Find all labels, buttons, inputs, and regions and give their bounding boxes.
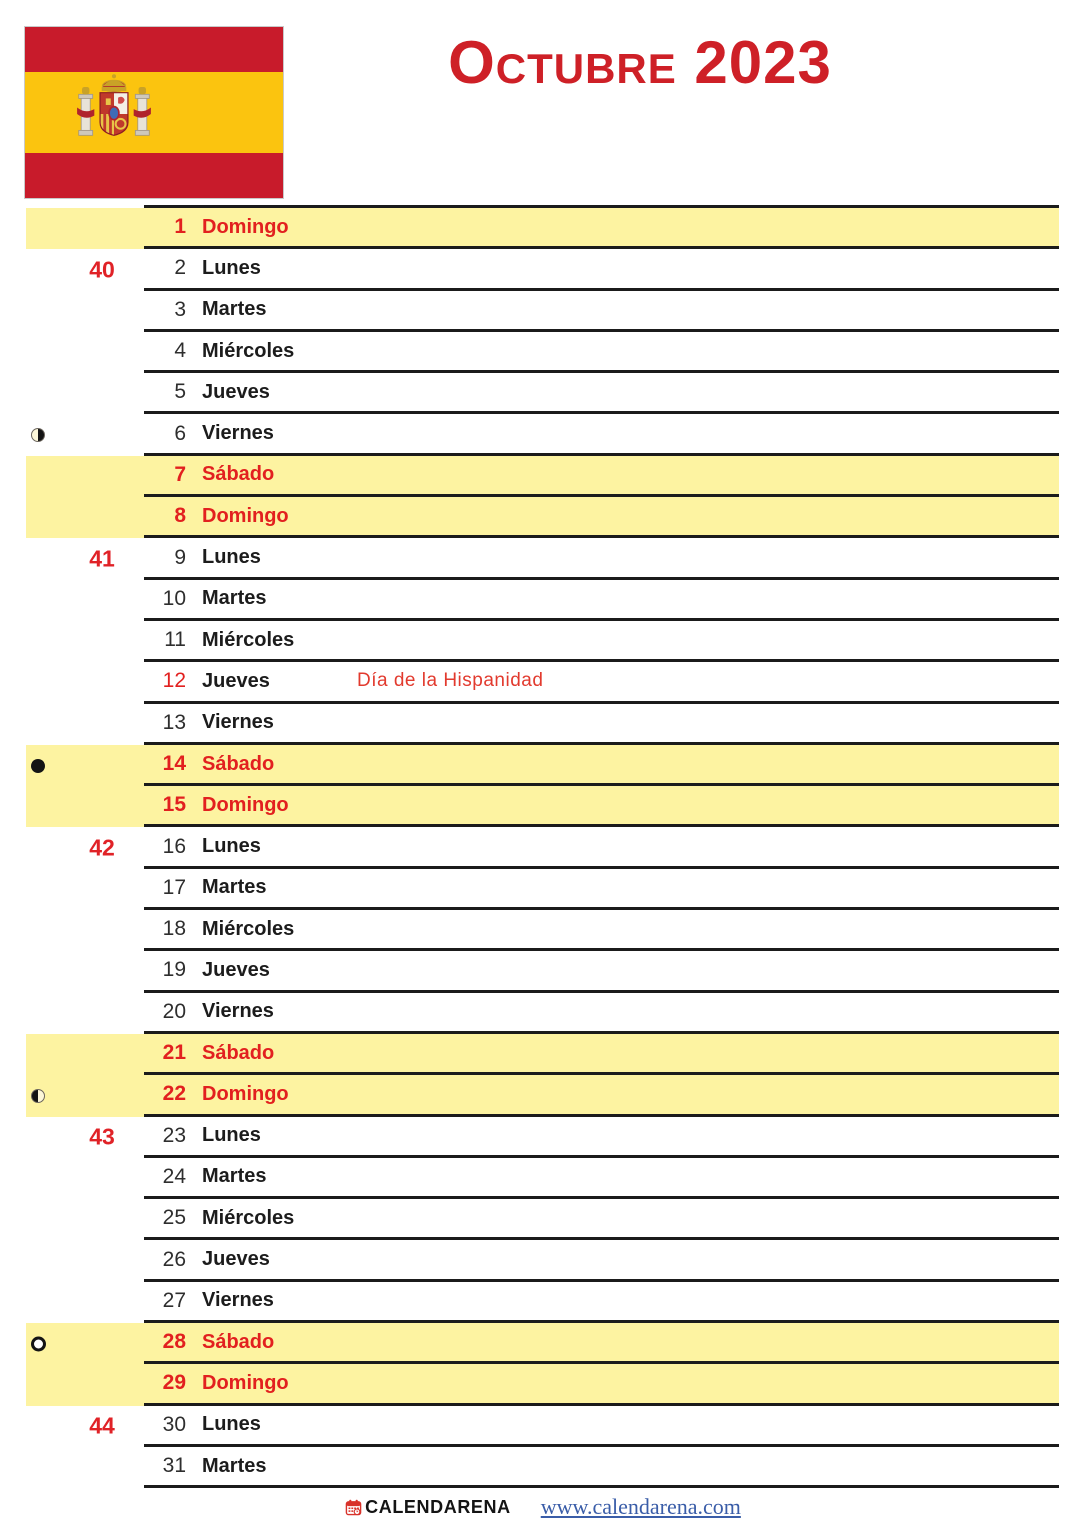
day-number: 12 bbox=[162, 669, 186, 693]
day-row-content bbox=[144, 538, 1059, 579]
calendar-row bbox=[0, 1282, 1086, 1323]
calendar-row bbox=[0, 208, 1086, 249]
calendar-row bbox=[0, 332, 1086, 373]
calendar-icon bbox=[345, 1499, 362, 1516]
first-quarter-moon-icon bbox=[31, 1089, 45, 1103]
day-number: 9 bbox=[174, 545, 186, 569]
day-row-content bbox=[144, 249, 1059, 290]
calendar-row bbox=[0, 1075, 1086, 1116]
day-name: Sábado bbox=[202, 752, 275, 775]
last-quarter-moon-icon bbox=[31, 428, 45, 442]
day-row-content bbox=[144, 1117, 1059, 1158]
calendar-row bbox=[0, 1034, 1086, 1075]
spain-flag bbox=[25, 27, 283, 198]
day-number: 21 bbox=[162, 1041, 186, 1065]
day-number: 8 bbox=[174, 504, 186, 528]
day-number: 17 bbox=[162, 875, 186, 899]
day-row-content bbox=[144, 1075, 1059, 1116]
calendar-row bbox=[0, 1323, 1086, 1364]
calendar-row bbox=[0, 497, 1086, 538]
day-row-content bbox=[144, 993, 1059, 1034]
day-number: 28 bbox=[162, 1330, 186, 1354]
day-name: Martes bbox=[202, 876, 267, 899]
calendar-row bbox=[0, 1158, 1086, 1199]
day-number: 30 bbox=[162, 1412, 186, 1436]
calendar-row bbox=[0, 662, 1086, 703]
day-name: Viernes bbox=[202, 422, 274, 445]
day-name: Domingo bbox=[202, 215, 289, 238]
calendar bbox=[0, 208, 1086, 1488]
day-number: 29 bbox=[162, 1371, 186, 1395]
spain-coat-of-arms-icon bbox=[73, 72, 155, 156]
calendar-row bbox=[0, 1199, 1086, 1240]
day-row-content bbox=[144, 1323, 1059, 1364]
day-row-content bbox=[144, 332, 1059, 373]
day-number: 3 bbox=[174, 297, 186, 321]
day-number: 25 bbox=[162, 1206, 186, 1230]
calendar-row bbox=[0, 1117, 1086, 1158]
day-name: Martes bbox=[202, 587, 267, 610]
day-number: 19 bbox=[162, 958, 186, 982]
day-name: Viernes bbox=[202, 1000, 274, 1023]
day-row-content bbox=[144, 869, 1059, 910]
day-name: Miércoles bbox=[202, 1206, 295, 1229]
day-name: Lunes bbox=[202, 256, 261, 279]
day-row-content bbox=[144, 786, 1059, 827]
day-number: 20 bbox=[162, 999, 186, 1023]
week-number: 44 bbox=[89, 1412, 115, 1439]
footer bbox=[0, 1492, 1086, 1522]
calendar-row bbox=[0, 621, 1086, 662]
day-name: Domingo bbox=[202, 1082, 289, 1105]
week-number: 40 bbox=[89, 256, 115, 283]
month-title: Octubre 2023 bbox=[448, 29, 832, 96]
day-name: Lunes bbox=[202, 1124, 261, 1147]
day-name: Sábado bbox=[202, 463, 275, 486]
day-row-content bbox=[144, 1282, 1059, 1323]
day-row-content bbox=[144, 1447, 1059, 1488]
day-row-content bbox=[144, 291, 1059, 332]
calendar-row bbox=[0, 869, 1086, 910]
day-name: Martes bbox=[202, 298, 267, 321]
day-row-content bbox=[144, 704, 1059, 745]
calendarena-brand bbox=[345, 1497, 511, 1518]
day-row-content bbox=[144, 662, 1059, 703]
holiday-label: Día de la Hispanidad bbox=[357, 670, 544, 692]
brand-name: CALENDARENA bbox=[365, 1496, 511, 1517]
day-name: Domingo bbox=[202, 793, 289, 816]
day-number: 14 bbox=[162, 752, 186, 775]
day-name: Martes bbox=[202, 1165, 267, 1188]
day-number: 31 bbox=[162, 1454, 186, 1478]
day-number: 11 bbox=[164, 628, 186, 652]
day-row-content bbox=[144, 1034, 1059, 1075]
calendar-row bbox=[0, 373, 1086, 414]
day-number: 13 bbox=[162, 710, 186, 734]
day-number: 16 bbox=[162, 834, 186, 858]
day-name: Lunes bbox=[202, 1413, 261, 1436]
day-name: Domingo bbox=[202, 1371, 289, 1394]
day-number: 23 bbox=[162, 1123, 186, 1147]
day-name: Jueves bbox=[202, 958, 270, 981]
calendar-row bbox=[0, 580, 1086, 621]
day-row-content bbox=[144, 497, 1059, 538]
day-row-content bbox=[144, 456, 1059, 497]
website-link[interactable]: www.calendarena.com bbox=[540, 1494, 741, 1519]
day-name: Domingo bbox=[202, 504, 289, 527]
calendar-row bbox=[0, 414, 1086, 455]
calendar-row bbox=[0, 993, 1086, 1034]
day-row-content bbox=[144, 745, 1059, 786]
calendar-row bbox=[0, 704, 1086, 745]
day-number: 4 bbox=[174, 339, 186, 363]
new-moon-moon-icon bbox=[31, 759, 45, 773]
full-moon-moon-icon bbox=[31, 1336, 46, 1351]
day-name: Jueves bbox=[202, 380, 270, 403]
day-row-content bbox=[144, 1240, 1059, 1281]
day-name: Miércoles bbox=[202, 339, 295, 362]
day-number: 18 bbox=[162, 917, 186, 941]
day-number: 6 bbox=[174, 421, 186, 445]
day-number: 5 bbox=[174, 380, 186, 404]
day-row-content bbox=[144, 1158, 1059, 1199]
day-row-content bbox=[144, 827, 1059, 868]
day-number: 15 bbox=[162, 793, 186, 817]
day-number: 2 bbox=[174, 256, 186, 280]
day-row-content bbox=[144, 1199, 1059, 1240]
flag-stripe-red-bottom bbox=[25, 153, 283, 198]
calendar-row bbox=[0, 249, 1086, 290]
calendar-row bbox=[0, 291, 1086, 332]
calendar-row bbox=[0, 786, 1086, 827]
day-name: Jueves bbox=[202, 669, 270, 692]
day-number: 26 bbox=[162, 1247, 186, 1271]
day-number: 24 bbox=[162, 1164, 186, 1188]
day-row-content bbox=[144, 373, 1059, 414]
calendar-row bbox=[0, 1364, 1086, 1405]
calendar-row bbox=[0, 827, 1086, 868]
day-row-content bbox=[144, 621, 1059, 662]
calendar-row bbox=[0, 1406, 1086, 1447]
day-number: 1 bbox=[174, 215, 186, 239]
calendar-row bbox=[0, 951, 1086, 992]
day-number: 10 bbox=[162, 586, 186, 610]
calendar-row bbox=[0, 910, 1086, 951]
day-row-content bbox=[144, 414, 1059, 455]
week-number: 43 bbox=[89, 1123, 115, 1150]
day-number: 27 bbox=[162, 1288, 186, 1312]
day-row-content bbox=[144, 1406, 1059, 1447]
day-name: Lunes bbox=[202, 835, 261, 858]
day-name: Lunes bbox=[202, 546, 261, 569]
calendar-row bbox=[0, 745, 1086, 786]
day-name: Sábado bbox=[202, 1041, 275, 1064]
day-row-content bbox=[144, 910, 1059, 951]
day-row-content bbox=[144, 580, 1059, 621]
calendar-row bbox=[0, 1447, 1086, 1488]
calendar-row bbox=[0, 1240, 1086, 1281]
day-number: 22 bbox=[162, 1082, 186, 1106]
day-row-content bbox=[144, 1364, 1059, 1405]
week-number: 42 bbox=[89, 834, 115, 861]
day-row-content bbox=[144, 951, 1059, 992]
day-name: Martes bbox=[202, 1454, 267, 1477]
day-number: 7 bbox=[174, 462, 186, 486]
day-name: Sábado bbox=[202, 1330, 275, 1353]
calendar-row bbox=[0, 456, 1086, 497]
day-name: Jueves bbox=[202, 1248, 270, 1271]
day-row-content bbox=[144, 208, 1059, 249]
week-number: 41 bbox=[89, 545, 115, 572]
day-name: Viernes bbox=[202, 1289, 274, 1312]
flag-stripe-red-top bbox=[25, 27, 283, 72]
calendar-row bbox=[0, 538, 1086, 579]
day-name: Viernes bbox=[202, 711, 274, 734]
day-name: Miércoles bbox=[202, 917, 295, 940]
day-name: Miércoles bbox=[202, 628, 295, 651]
